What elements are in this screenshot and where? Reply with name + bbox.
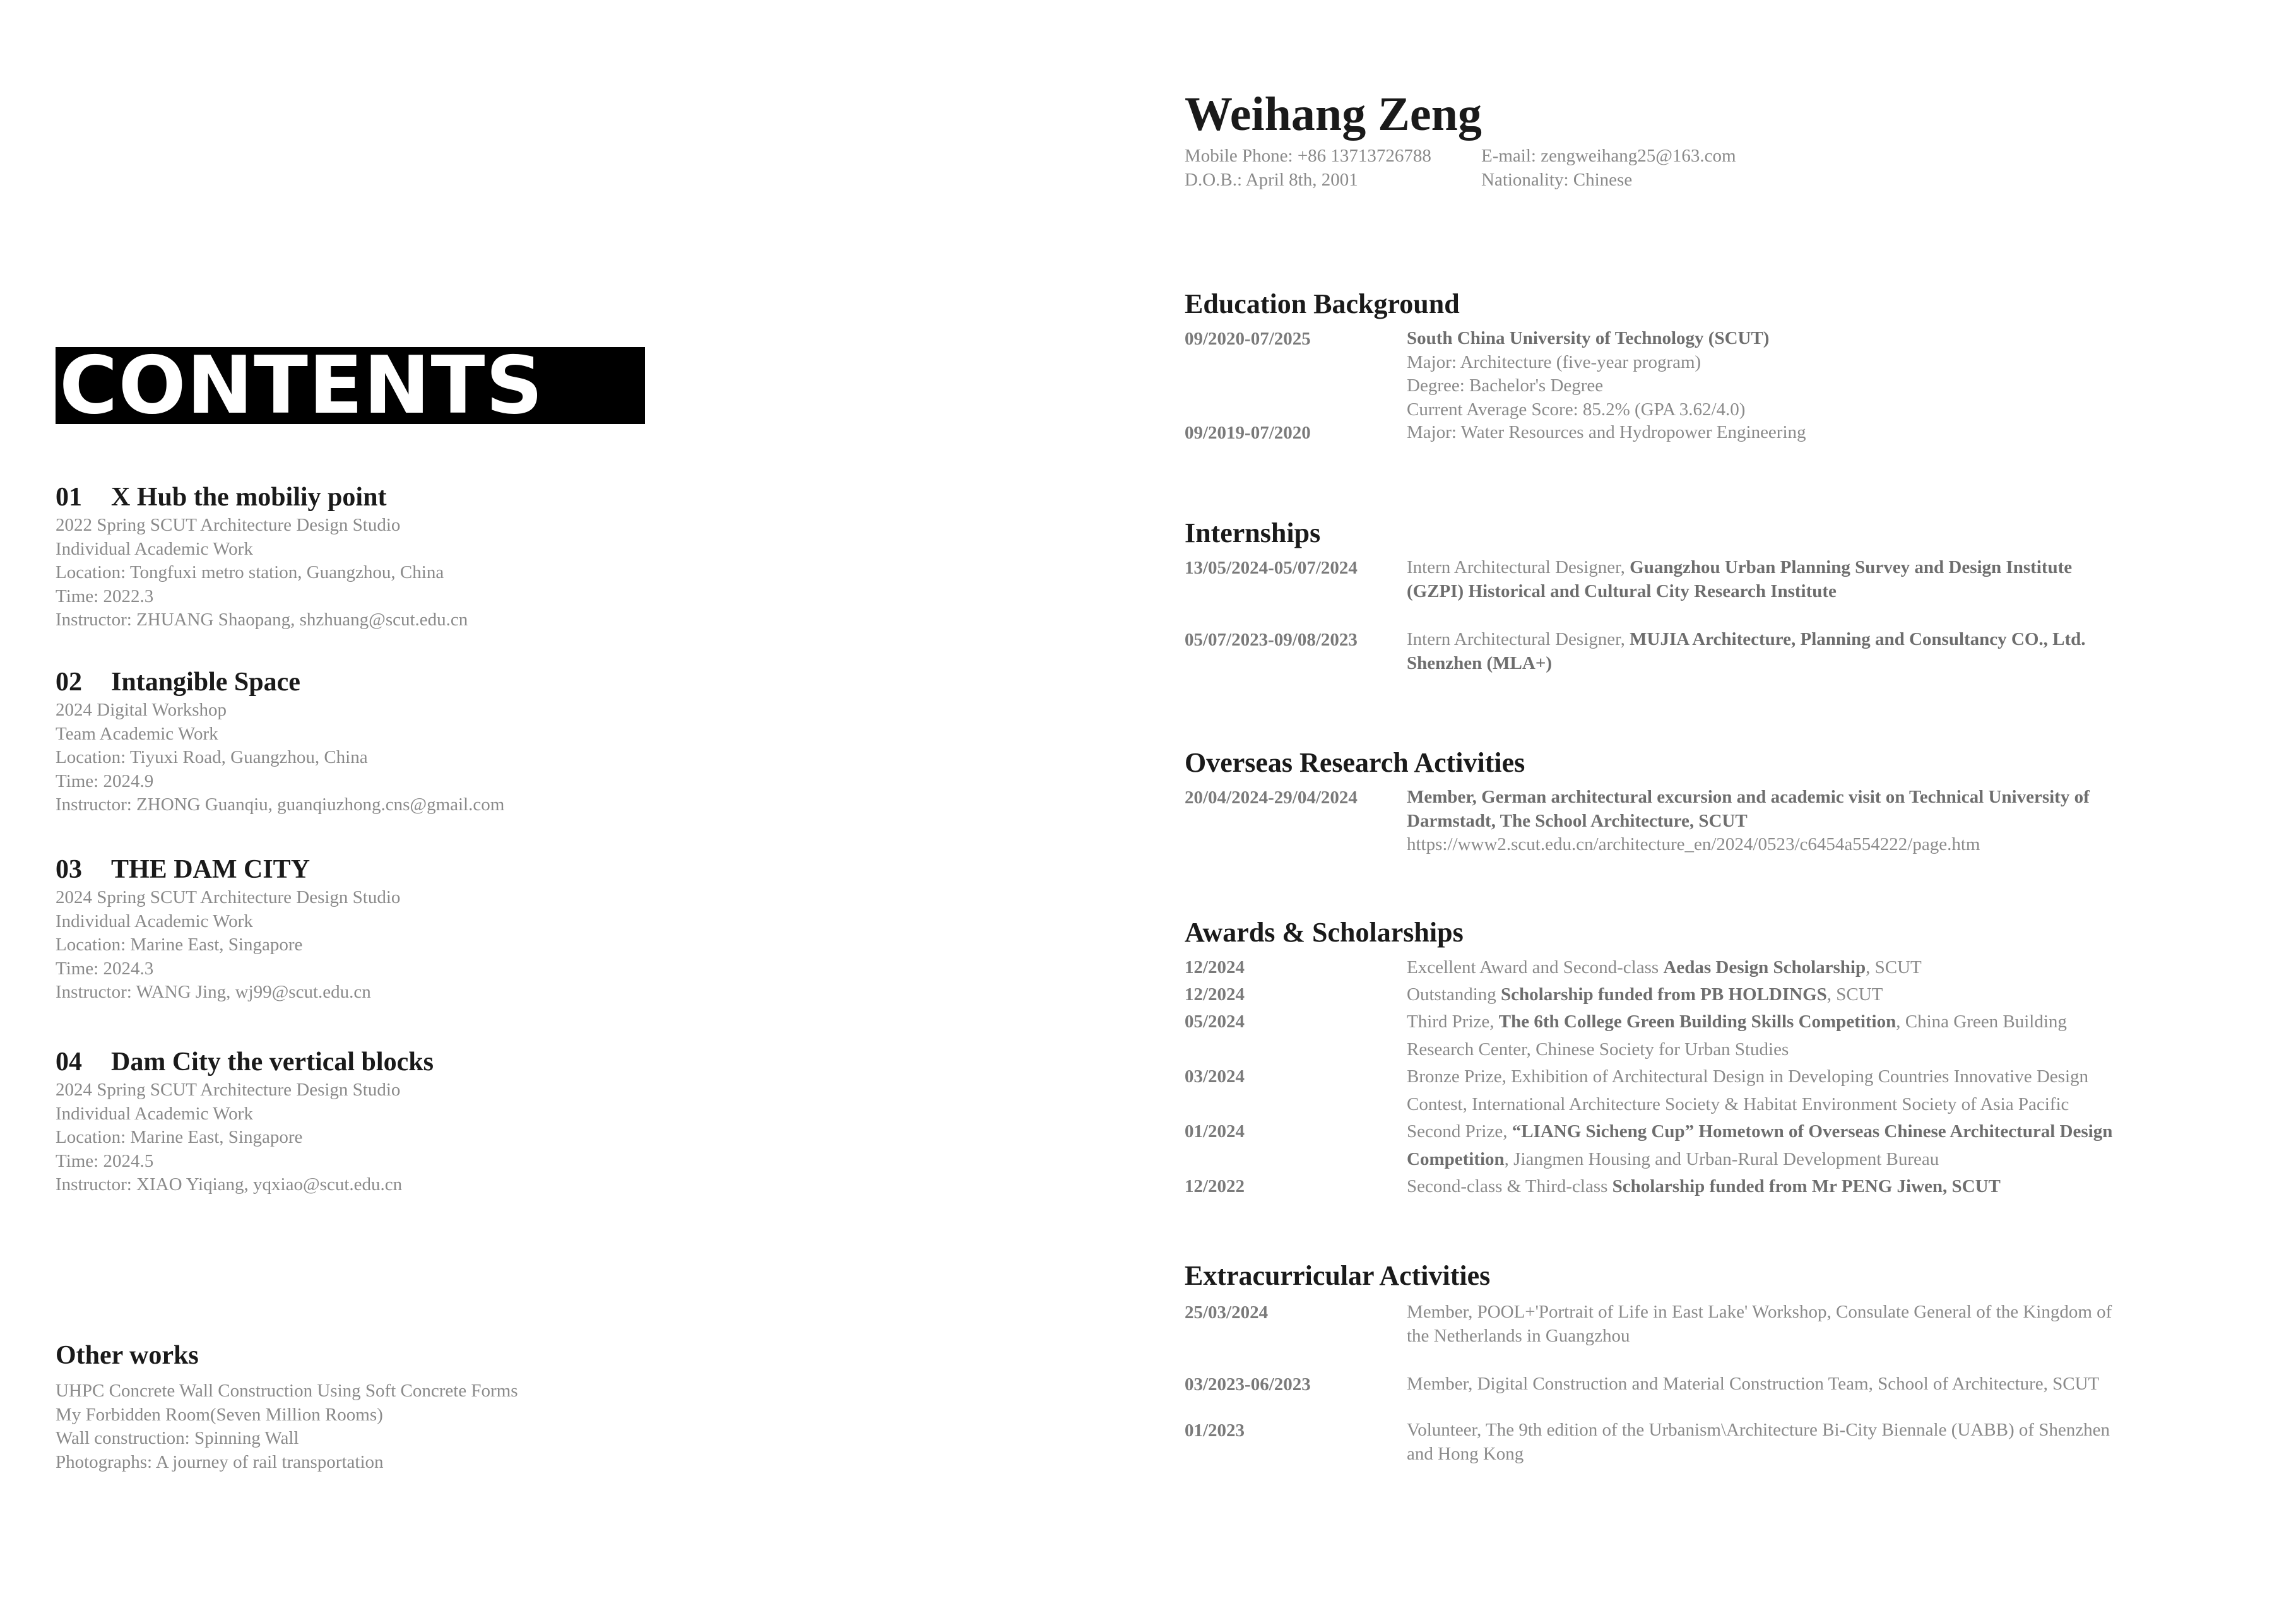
entry-line: Member, POOL+'Portrait of Life in East Lake' Workshop, Consulate General of the Kingdom of [1407, 1302, 2112, 1322]
entry-line: Degree: Bachelor's Degree [1407, 375, 1604, 396]
project-title: X Hub the mobiliy point [111, 483, 387, 512]
project-detail: Instructor: WANG Jing, wj99@scut.edu.cn [56, 982, 371, 1002]
project-detail: Individual Academic Work [56, 1103, 253, 1124]
entry-line: the Netherlands in Guangzhou [1407, 1325, 1630, 1346]
entry-date: 12/2024 [1185, 984, 1245, 1005]
entry-description [1407, 1173, 2183, 1201]
entry-date: 09/2020-07/2025 [1185, 329, 1311, 349]
award-text: Research Center, Chinese Society for Urban Studies [1407, 1039, 1789, 1059]
education-title: Education Background [1185, 288, 1460, 319]
project-heading [56, 666, 687, 699]
contact-dob: D.O.B.: April 8th, 2001 [1185, 170, 1358, 190]
project-detail: 2024 Spring SCUT Architecture Design Studio [56, 1080, 401, 1100]
entry-role: Intern Architectural Designer, [1407, 629, 1630, 649]
entry-description [1407, 1419, 2183, 1466]
other-work-item: Photographs: A journey of rail transportation [56, 1451, 384, 1472]
project-detail: Instructor: ZHONG Guanqiu, guanqiuzhong.cns@gmail.com [56, 794, 505, 815]
project-detail: 2022 Spring SCUT Architecture Design Studio [56, 515, 401, 535]
project-number: 04 [56, 1048, 82, 1077]
entry-line: Darmstadt, The School Architecture, SCUT [1407, 810, 1748, 831]
entry-description [1407, 954, 2183, 982]
award-name: The 6th College Green Building Skills Competition [1498, 1012, 1897, 1032]
award-text: Excellent Award and Second-class [1407, 957, 1664, 977]
project-detail: Instructor: XIAO Yiqiang, yqxiao@scut.edu.cn [56, 1174, 403, 1195]
project-detail: Location: Marine East, Singapore [56, 1127, 303, 1147]
project-title: THE DAM CITY [111, 855, 311, 884]
award-text: , Jiangmen Housing and Urban-Rural Development Bureau [1504, 1148, 1939, 1169]
entry-description [1407, 981, 2183, 1009]
entry-date: 01/2023 [1185, 1420, 1245, 1441]
entry-date: 05/07/2023-09/08/2023 [1185, 630, 1358, 650]
award-text: Third Prize, [1407, 1012, 1499, 1032]
project-03 [56, 853, 687, 1005]
project-detail: 2024 Digital Workshop [56, 700, 227, 720]
project-detail: Team Academic Work [56, 723, 218, 744]
entry-org: Guangzhou Urban Planning Survey and Design Institute [1630, 557, 2073, 577]
project-detail: Time: 2022.3 [56, 586, 154, 606]
project-heading [56, 853, 687, 886]
entry-line: Member, Digital Construction and Material Construction Team, School of Architecture, SCUT [1407, 1374, 2100, 1394]
award-name: Aedas Design Scholarship [1663, 957, 1866, 977]
entry-date: 03/2024 [1185, 1066, 1245, 1087]
contact-phone: Mobile Phone: +86 13713726788 [1185, 146, 1431, 166]
school-name: South China University of Technology (SCUT) [1407, 328, 1770, 348]
entry-date: 13/05/2024-05/07/2024 [1185, 558, 1358, 578]
entry-description [1407, 1063, 2183, 1118]
other-work-item: My Forbidden Room(Seven Million Rooms) [56, 1404, 383, 1425]
project-detail: Instructor: ZHUANG Shaopang, shzhuang@scut.edu.cn [56, 610, 468, 630]
other-work-item: UHPC Concrete Wall Construction Using Soft Concrete Forms [56, 1381, 518, 1401]
entry-date: 12/2024 [1185, 957, 1245, 977]
contents-title: CONTENTS [59, 339, 544, 432]
award-text: , China Green Building [1896, 1012, 2067, 1032]
entry-description [1407, 1301, 2183, 1348]
entry-line: Major: Water Resources and Hydropower Engineering [1407, 422, 1806, 442]
project-detail: Time: 2024.3 [56, 958, 154, 979]
project-detail: 2024 Spring SCUT Architecture Design Studio [56, 887, 401, 907]
award-name: “LIANG Sicheng Cup” Hometown of Overseas Chinese Architectural Design [1512, 1121, 2113, 1142]
project-detail: Location: Marine East, Singapore [56, 935, 303, 955]
project-heading [56, 481, 687, 514]
project-detail: Location: Tiyuxi Road, Guangzhou, China [56, 747, 368, 767]
entry-line: Major: Architecture (five-year program) [1407, 351, 1701, 372]
project-detail: Time: 2024.9 [56, 770, 154, 791]
entry-line: Volunteer, The 9th edition of the Urbanism\Architecture Bi-City Biennale (UABB) of Shenzhen [1407, 1420, 2110, 1440]
overseas-title: Overseas Research Activities [1185, 747, 1525, 778]
award-name: Scholarship funded from Mr PENG Jiwen, SCUT [1612, 1176, 2001, 1196]
project-detail: Location: Tongfuxi metro station, Guangzhou, China [56, 562, 444, 582]
awards-title: Awards & Scholarships [1185, 917, 1464, 948]
project-detail: Individual Academic Work [56, 538, 253, 559]
project-title: Intangible Space [111, 668, 300, 697]
award-text: Second-class & Third-class [1407, 1176, 1613, 1196]
award-text: Contest, International Architecture Society & Habitat Environment Society of Asia Pacific [1407, 1094, 2069, 1114]
award-text: Second Prize, [1407, 1121, 1512, 1142]
entry-date: 01/2024 [1185, 1121, 1245, 1142]
entry-description [1407, 628, 2183, 675]
extracurricular-title: Extracurricular Activities [1185, 1260, 1491, 1291]
entry-description [1407, 327, 2183, 422]
entry-line: and Hong Kong [1407, 1443, 1524, 1464]
overseas-link[interactable]: https://www2.scut.edu.cn/architecture_en/2024/0523/c6454a554222/page.htm [1407, 834, 1980, 854]
award-text: , SCUT [1826, 984, 1883, 1005]
award-name: Scholarship funded from PB HOLDINGS [1501, 984, 1827, 1005]
entry-description [1407, 786, 2183, 857]
award-text: Outstanding [1407, 984, 1501, 1005]
entry-description [1407, 1118, 2183, 1173]
award-text: , SCUT [1866, 957, 1922, 977]
other-works-list [56, 1379, 518, 1474]
award-text: Bronze Prize, Exhibition of Architectural Design in Developing Countries Innovative Design [1407, 1066, 2089, 1087]
entry-date: 25/03/2024 [1185, 1302, 1269, 1323]
project-detail: Time: 2024.5 [56, 1150, 154, 1171]
project-01 [56, 481, 687, 632]
entry-date: 12/2022 [1185, 1176, 1245, 1196]
entry-org: Shenzhen (MLA+) [1407, 652, 1553, 673]
internships-title: Internships [1185, 517, 1321, 548]
other-works-title: Other works [56, 1341, 199, 1370]
entry-org: (GZPI) Historical and Cultural City Research Institute [1407, 581, 1837, 601]
contact-nationality: Nationality: Chinese [1481, 170, 1633, 190]
project-number: 01 [56, 483, 82, 512]
contents-banner [56, 339, 645, 432]
entry-line: Member, German architectural excursion and academic visit on Technical University of [1407, 787, 2090, 807]
project-number: 02 [56, 668, 82, 697]
project-02 [56, 666, 687, 817]
entry-date: 20/04/2024-29/04/2024 [1185, 788, 1358, 808]
award-name: Competition [1407, 1148, 1505, 1169]
project-heading [56, 1046, 687, 1078]
project-04 [56, 1046, 687, 1197]
project-number: 03 [56, 855, 82, 884]
other-work-item: Wall construction: Spinning Wall [56, 1428, 299, 1448]
project-detail: Individual Academic Work [56, 911, 253, 931]
entry-date: 05/2024 [1185, 1012, 1245, 1032]
entry-date: 03/2023-06/2023 [1185, 1374, 1311, 1395]
contact-email: E-mail: zengweihang25@163.com [1481, 146, 1736, 166]
entry-role: Intern Architectural Designer, [1407, 557, 1630, 577]
entry-description [1407, 1008, 2183, 1063]
entry-org: MUJIA Architecture, Planning and Consultancy CO., Ltd. [1630, 629, 2086, 649]
entry-description [1407, 556, 2183, 603]
project-title: Dam City the vertical blocks [111, 1048, 434, 1077]
entry-date: 09/2019-07/2020 [1185, 423, 1311, 443]
entry-line: Current Average Score: 85.2% (GPA 3.62/4.0) [1407, 399, 1746, 420]
resume-name: Weihang Zeng [1185, 88, 1482, 141]
